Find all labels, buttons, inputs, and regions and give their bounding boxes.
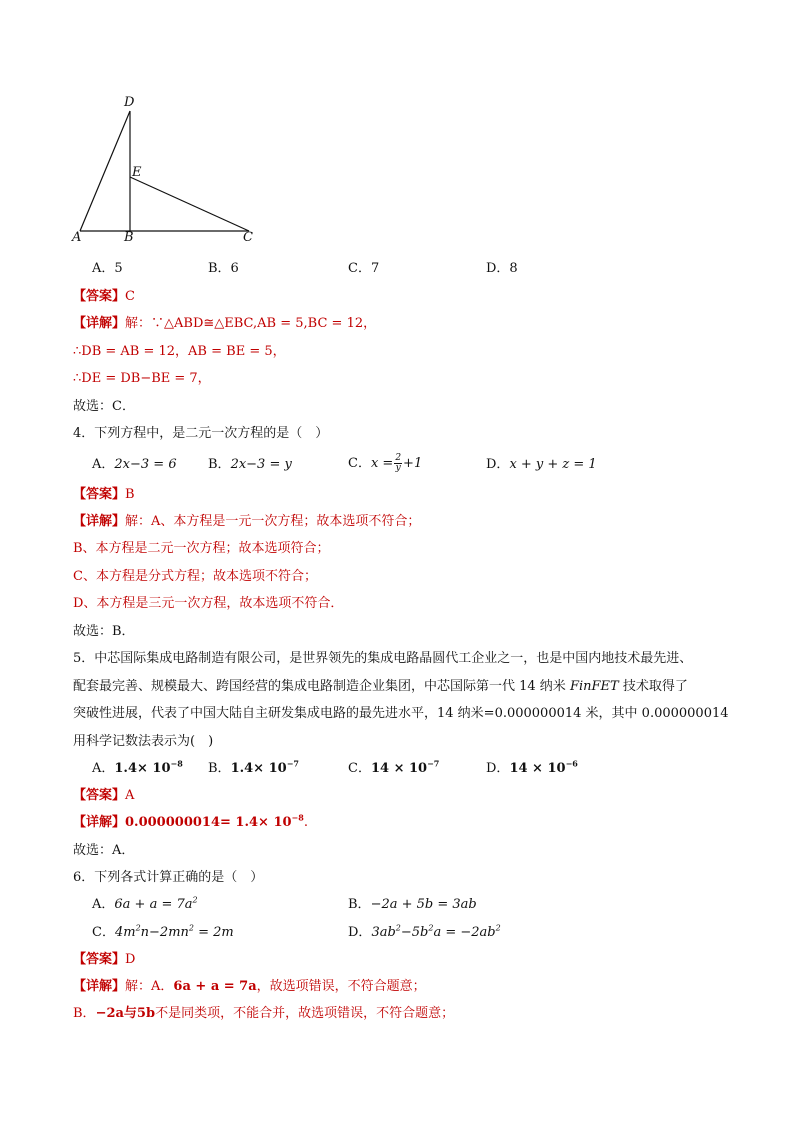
q6-answer [73,951,135,968]
q4-option-d [486,456,597,473]
detail-text-post: 不是同类项，不能合并，故选项错误，不符合题意； [155,1006,455,1021]
detail-label: 【详解】 [73,316,126,331]
q3-detail-line-2: ∴DB = AB = 12，AB = BE = 5， [73,344,286,359]
segment-AD [80,111,130,231]
option-base: 1.4× 10 [114,761,171,776]
q5-option-d [486,760,578,777]
q4-option-a [92,456,177,473]
label-B: B [124,230,134,245]
q4-option-c [348,452,422,476]
q3-detail-line-3: ∴DE = DB−BE = 7， [73,371,211,386]
option-math: 6a + a = 7a [114,897,193,912]
option-label: A． [92,457,115,472]
option-math: n−2mn [140,925,189,940]
answer-value: B [125,487,135,502]
label-D: D [124,95,135,110]
q3-option-a: A．5 [92,261,123,276]
q5-stem-line-1: 5．中芯国际集成电路制造有限公司，是世界领先的集成电路晶圆代工企业之一，也是中国内地技术最先进、 [73,651,693,666]
q5-option-a [92,760,183,777]
q5-option-b [208,760,299,777]
detail-exponent: −8 [291,812,304,823]
option-exponent: −7 [286,758,299,769]
detail-end: . [303,815,308,830]
option-base: 14 × 10 [509,761,566,776]
option-exponent: 2 [428,923,434,933]
detail-text: 解：A、本方程是一元一次方程；故本选项不符合； [125,514,421,529]
fraction [394,454,402,473]
option-label: C． [92,925,115,940]
answer-value: C [125,289,135,304]
q5-detail [73,814,308,831]
detail-math: 6a + a = 7a [173,979,257,994]
finfet-term: FinFET [569,679,619,694]
option-exponent: −7 [427,758,440,769]
q5-conclusion: 故选：A． [73,843,135,858]
q4-stem: 4．下列方程中，是二元一次方程的是（ ） [73,426,329,441]
detail-text-post: ，故选项错误，不符合题意； [256,979,426,994]
q6-stem: 6．下列各式计算正确的是（ ） [73,870,264,885]
triangle-figure [68,92,268,252]
detail-base: 0.000000014= 1.4× 10 [125,815,292,830]
label-A: A [72,230,82,245]
option-math: 2x−3 = y [230,457,292,472]
option-base: 1.4× 10 [230,761,287,776]
option-label: B． [208,457,231,472]
option-exponent: 2 [192,895,198,905]
option-base: 14 × 10 [370,761,428,776]
option-math: 3ab [371,925,396,940]
q3-option-d: D．8 [486,261,518,276]
q4-answer [73,486,135,503]
option-label: D． [348,925,372,940]
q5-stem-line-3: 突破性进展，代表了中国大陆自主研发集成电路的最先进水平，14 纳米=0.000000014 米，其中 0.000000014 [73,706,729,721]
option-label: B． [348,897,371,912]
option-exponent: −8 [170,758,183,769]
q5-option-c [348,760,439,777]
q4-detail-line-3: C、本方程是分式方程；故本选项不符合； [73,569,317,584]
option-math: −5b [400,925,429,940]
detail-text: 解：∵△ABD≅△EBC,AB = 5,BC = 12， [125,316,377,331]
q4-conclusion: 故选：B． [73,624,135,639]
option-exponent: 2 [188,923,194,933]
detail-math: −2a与5b [95,1006,156,1021]
q6-option-b [348,896,477,913]
answer-label: 【答案】 [73,952,126,967]
q3-option-c: C．7 [348,261,380,276]
q3-detail-line-1 [73,315,376,332]
q6-detail-line-2 [73,1005,454,1022]
q5-stem-line-2 [73,678,688,695]
detail-label: 【详解】 [73,815,126,830]
q6-option-c [92,924,234,941]
numerator: 2 [395,453,402,463]
q4-detail-line-2: B、本方程是二元一次方程；故本选项符合； [73,541,330,556]
option-math: 4m [114,925,136,940]
q6-option-a [92,896,198,913]
option-exponent: 2 [495,923,501,933]
detail-label: 【详解】 [73,514,126,529]
answer-value: D [125,952,136,967]
option-math: = 2m [194,925,234,940]
q3-option-b: B．6 [208,261,239,276]
q3-answer [73,288,135,305]
option-math: −2a + 5b = 3ab [370,897,477,912]
q4-option-b [208,456,292,473]
segment-EC [130,177,249,231]
q6-option-d [348,924,501,941]
detail-label: 【详解】 [73,979,126,994]
answer-label: 【答案】 [73,788,126,803]
answer-label: 【答案】 [73,487,126,502]
option-exponent: 2 [135,923,141,933]
detail-text: 解：A． [125,979,174,994]
option-math: 2x−3 = 6 [114,457,177,472]
option-math-post: +1 [403,456,423,471]
option-exponent: −6 [565,758,578,769]
q3-conclusion: 故选：C． [73,399,135,414]
label-C: C [243,230,253,245]
answer-value: A [125,788,135,803]
detail-text: B． [73,1006,96,1021]
option-math: a = −2ab [433,925,496,940]
option-math: x + y + z = 1 [509,457,597,472]
option-label: A． [92,761,115,776]
denominator: y [395,463,401,473]
option-label: D． [486,457,510,472]
answer-label: 【答案】 [73,289,126,304]
option-label: C． [348,761,371,776]
q4-detail-line-1 [73,513,420,530]
q5-answer [73,787,134,804]
option-label: A． [92,897,115,912]
option-exponent: 2 [395,923,401,933]
option-label: C． [348,456,371,471]
q4-detail-line-4: D、本方程是三元一次方程，故本选项不符合． [73,596,344,611]
option-label: D． [486,761,510,776]
stem-text: 配套最完善、规模最大、跨国经营的集成电路制造企业集团，中芯国际第一代 14 纳米 [73,679,566,694]
q6-detail-line-1 [73,978,426,995]
option-label: B． [208,761,231,776]
stem-text-tail: 技术取得了 [622,679,688,694]
option-math: x = [370,456,394,471]
label-E: E [132,165,142,180]
q5-stem-line-4: 用科学记数法表示为( ) [73,734,214,749]
